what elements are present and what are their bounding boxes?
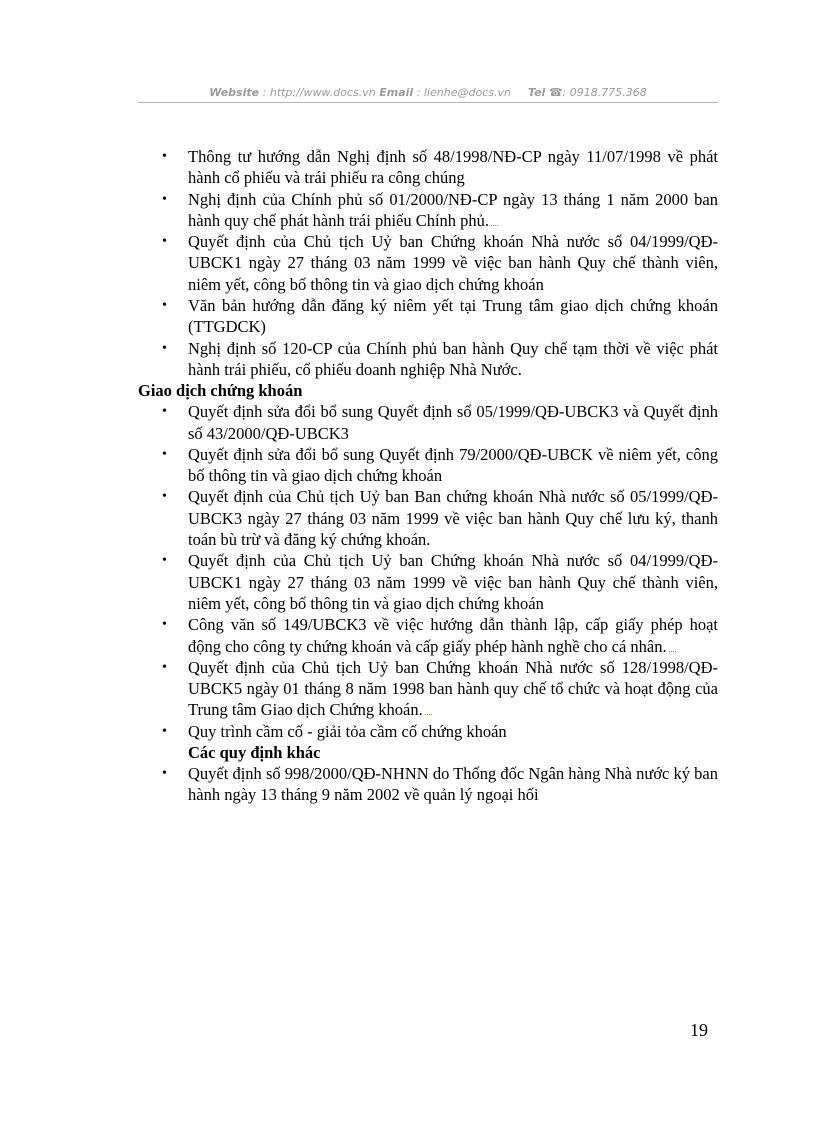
bullet-icon: • [162,446,167,462]
list-item: • Văn bản hướng dẫn đăng ký niêm yết tại Trung tâm giao dịch chứng khoán (TTGDCK) [162,296,718,337]
list-item: • Quyết định số 998/2000/QĐ-NHNN do Thống đốc Ngân hàng Nhà nước ký ban hành ngày 13 tháng 9 năm 2002 về quản lý ngoại hối [162,764,718,805]
tel-label: Tel [527,86,546,99]
bullet-icon: • [162,340,167,356]
list-item: • Quyết định sửa đổi bổ sung Quyết định 79/2000/QĐ-UBCK về niêm yết, công bố thông tin và giao dịch chứng khoán [162,444,718,486]
email-link[interactable]: lienhe@docs.vn [423,86,511,99]
bullet-icon: • [162,404,167,420]
phone-icon: ☎ [548,86,563,99]
bullet-icon: • [162,489,167,505]
document-body [138,146,718,806]
list-item: • Thông tư hướng dẫn Nghị định số 48/1998/NĐ-CP ngày 11/07/1998 về phát hành cổ phiếu và trái phiếu ra công chúng [162,147,718,188]
bullet-icon: • [162,766,167,782]
list-item: • Quy trình cầm cố - giải tỏa cầm cố chứng khoán [162,721,507,741]
bullet-icon: • [162,191,167,207]
section-heading-trading: Giao dịch chứng khoán [138,381,303,401]
page-header: Website : http://www.docs.vn Email : lienhe@docs.vn Tel ☎: 0918.775.368 [138,86,718,103]
email-label: Email [379,86,414,99]
list-item: • Quyết định sửa đổi bổ sung Quyết định số 05/1999/QĐ-UBCK3 và Quyết định số 43/2000/QĐ-UBCK3 [162,402,718,443]
website-link[interactable]: http://www.docs.vn [269,86,376,99]
bullet-icon: • [162,659,167,675]
bullet-icon: • [162,617,167,633]
list-item: • Quyết định của Chủ tịch Uỷ ban Ban chứng khoán Nhà nước số 05/1999/QĐ-UBCK3 ngày 27 tháng 03 năm 1999 về việc ban hành Quy chế lưu ký, thanh toán bù trừ và đăng ký chứng khoán. [162,487,718,550]
list-item: • Nghị định của Chính phủ số 01/2000/NĐ-CP ngày 13 tháng 1 năm 2000 ban hành quy chế phát hành trái phiếu Chính phủ. [162,189,718,230]
bullet-icon: • [162,723,167,739]
list-item: • Quyết định của Chủ tịch Uỷ ban Chứng khoán Nhà nước số 128/1998/QĐ-UBCK5 ngày 01 tháng 8 năm 1998 ban hành quy chế tổ chức và hoạt động của Trung tâm Giao dịch Chứng khoán. [162,657,718,720]
tel-number: 0918.775.368 [569,86,647,99]
page-number: 19 [690,1020,708,1040]
list-item: • Công văn số 149/UBCK3 về việc hướng dẫn thành lập, cấp giấy phép hoạt động cho công ty chứng khoán và cấp giấy phép hành nghề cho cá nhân. [162,615,718,656]
other-regulations-list [138,763,718,806]
bullet-icon: • [162,149,167,164]
bullet-icon: • [162,234,167,250]
list-item: • Nghị định số 120-CP của Chính phủ ban hành Quy chế tạm thời về việc phát hành trái phiếu, cổ phiếu doanh nghiệp Nhà Nước. [162,338,718,379]
website-label: Website [209,86,260,99]
trading-list [138,401,718,742]
intro-list [138,146,718,380]
bullet-icon: • [162,298,167,314]
section-heading-other: Các quy định khác [188,743,321,763]
list-item: • Quyết định của Chủ tịch Uỷ ban Chứng khoán Nhà nước số 04/1999/QĐ-UBCK1 ngày 27 tháng 03 năm 1999 về việc ban hành Quy chế thành viên, niêm yết, công bố thông tin và giao dịch chứng khoán [162,551,718,613]
list-item: • Quyết định của Chủ tịch Uỷ ban Chứng khoán Nhà nước số 04/1999/QĐ-UBCK1 ngày 27 tháng 03 năm 1999 về việc ban hành Quy chế thành viên, niêm yết, công bố thông tin và giao dịch chứng khoán [162,232,718,294]
bullet-icon: • [162,553,167,569]
